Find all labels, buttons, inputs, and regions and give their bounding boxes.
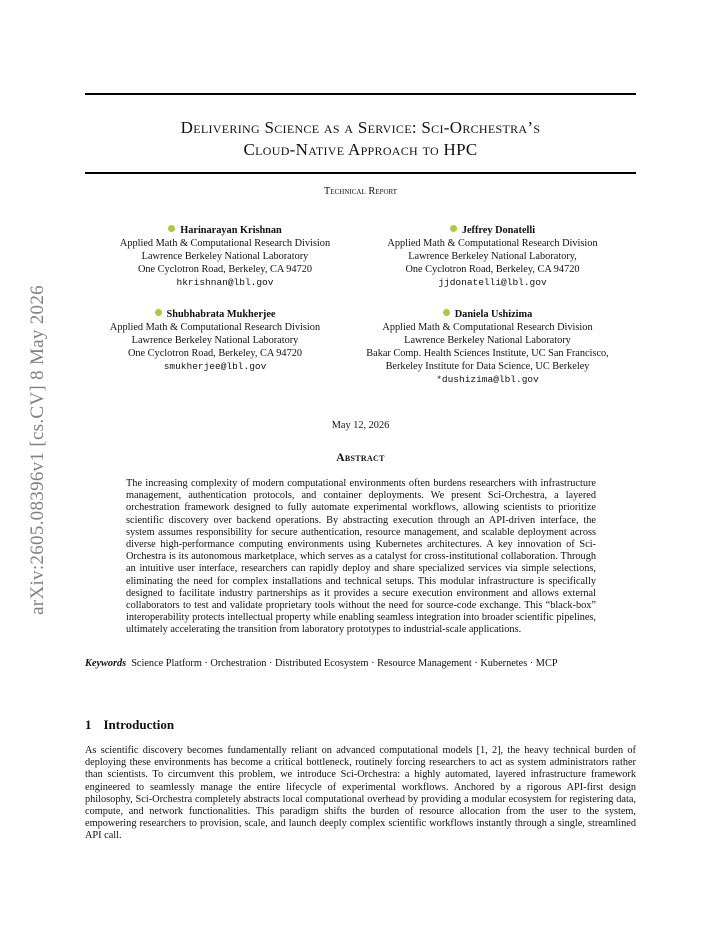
author-affiliation: Lawrence Berkeley National Laboratory, (408, 251, 577, 262)
author-affiliation: Lawrence Berkeley National Laboratory (141, 251, 309, 262)
title-line-1: Delivering Science as a Service: Sci-Orchestra’s (180, 118, 541, 137)
keywords-text: Science Platform · Orchestration · Distributed Ecosystem · Resource Management · Kubernetes · MCP (131, 658, 558, 669)
author-email[interactable]: hkrishnan@lbl.gov (176, 277, 274, 288)
section-title: Introduction (103, 717, 175, 732)
section-number: 1 (85, 717, 92, 732)
keywords-label: Keywords (85, 658, 127, 669)
author-affiliation: One Cyclotron Road, Berkeley, CA 94720 (405, 264, 580, 275)
keywords (85, 658, 636, 669)
author-affiliation: Applied Math & Computational Research Division (109, 322, 321, 333)
author-affiliation: One Cyclotron Road, Berkeley, CA 94720 (137, 264, 313, 275)
report-type: Technical Report (323, 186, 398, 197)
author-block (85, 308, 345, 373)
author-affiliation: One Cyclotron Road, Berkeley, CA 94720 (127, 348, 303, 359)
author-block (360, 224, 625, 289)
author-affiliation: Applied Math & Computational Research Division (382, 322, 593, 333)
author-name: Jeffrey Donatelli (461, 225, 536, 236)
author-block (85, 224, 365, 289)
orcid-icon[interactable] (155, 309, 162, 316)
author-email[interactable]: *dushizima@lbl.gov (436, 374, 539, 385)
author-name: Daniela Ushizima (454, 309, 533, 320)
author-email[interactable]: smukherjee@lbl.gov (163, 361, 267, 372)
author-affiliation: Lawrence Berkeley National Laboratory (404, 335, 571, 346)
author-name: Harinarayan Krishnan (180, 225, 282, 236)
author-affiliation: Lawrence Berkeley National Laboratory (131, 335, 299, 346)
author-affiliation: Applied Math & Computational Research Division (119, 238, 331, 249)
title-bottom-rule (85, 172, 636, 174)
author-affiliation: Berkeley Institute for Data Science, UC Berkeley (385, 361, 590, 372)
author-affiliation: Applied Math & Computational Research Division (387, 238, 598, 249)
arxiv-stamp: arXiv:2605.08396v1 [cs.CV] 8 May 2026 (27, 285, 48, 615)
author-block (345, 308, 630, 386)
publication-date: May 12, 2026 (331, 420, 390, 431)
abstract-heading: Abstract (336, 452, 385, 464)
author-affiliation: Bakar Comp. Health Sciences Institute, UC San Francisco, (366, 348, 609, 359)
orcid-icon[interactable] (443, 309, 450, 316)
paper-title (85, 117, 636, 161)
author-email[interactable]: jjdonatelli@lbl.gov (438, 277, 547, 288)
orcid-icon[interactable] (450, 225, 457, 232)
title-line-2: Cloud-Native Approach to HPC (243, 140, 478, 159)
author-name: Shubhabrata Mukherjee (166, 309, 276, 320)
orcid-icon[interactable] (168, 225, 175, 232)
top-rule (85, 93, 636, 95)
section-body: As scientific discovery becomes fundamentally reliant on advanced computational models [1, 2], the heavy technical burden of deploying these environments has become a critical bottleneck, routinely forcing researchers to act as system administrators rather than scientists. To circumvent this problem, we introduce Sci-Orchestra: a highly automated, layered infrastructure framework engineered to seamlessly manage the entire lifecycle of experimental workflows. Anchored by a rigorous API-first design philosophy, Sci-Orchestra completely abstracts local computational overhead by providing a modular ecosystem for registering data, compute, and network functionalities. This paradigm shifts the burden of resource allocation from the user to the system, empowering researchers to provision, scale, and launch deeply complex scientific workflows instantly through a single, streamlined API call. (85, 745, 636, 842)
section-heading (85, 717, 174, 733)
abstract-text: The increasing complexity of modern computational environments often burdens researchers with infrastructure management, authentication protocols, and container deployments. We present Sci-Orchestra, a layered orchestration framework designed to fully automate experimental workflows, allowing scientists to prioritize scientific discovery over backend operations. By abstracting execution through an API-driven interface, the system assumes responsibility for secure authentication, resource management, and scalable deployment across diverse high-performance computing environments using Kubernetes architectures. A key innovation of Sci-Orchestra is its autonomous marketplace, which serves as a catalyst for cross-institutional collaboration. Through an intuitive user interface, researchers can rapidly deploy and share specialized services via simple selections, eliminating the need for complex installations and technical setups. This modular infrastructure is specifically designed to facilitate industry partnerships as it provides a secure execution environment and allows external collaborators to test and validate proprietary tools without the need for source-code exchange. This “black-box” interoperability protects intellectual property while enabling seamless integration into broader scientific pipelines, ultimately accelerating the transition from laboratory prototypes to industrial-scale applications. (126, 478, 596, 636)
